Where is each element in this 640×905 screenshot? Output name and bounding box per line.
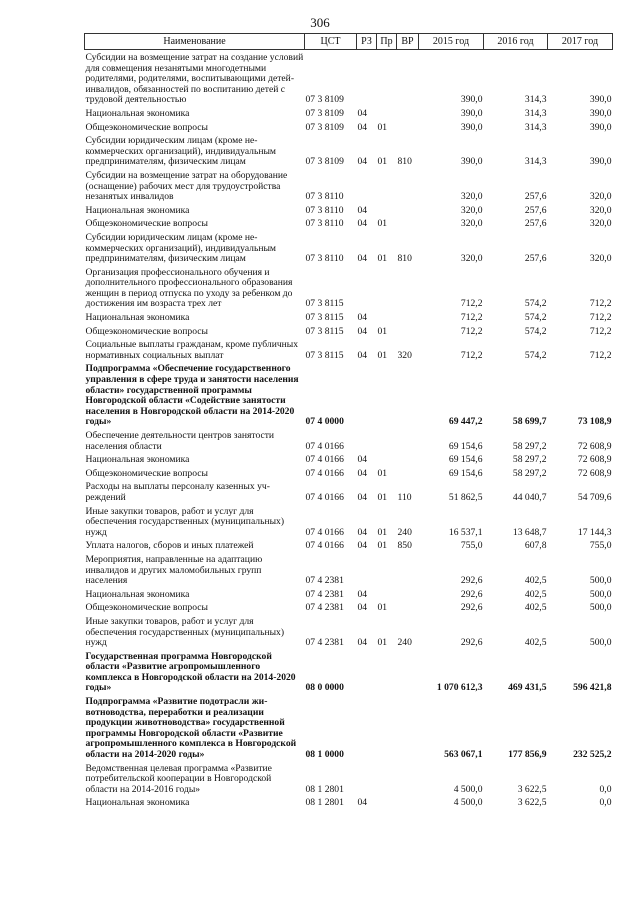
cell-rz — [357, 50, 377, 106]
cell-rz: 04 — [357, 526, 368, 538]
cell-pr — [377, 795, 397, 809]
cell-name: Общеэкономические вопросы — [85, 602, 208, 614]
cell-cst: 08 1 0000 — [305, 749, 344, 761]
table-row — [85, 133, 613, 168]
header-cst: ЦСТ — [305, 34, 357, 50]
table-row — [85, 216, 613, 230]
table-row — [85, 614, 613, 649]
cell-2017: 72 608,9 — [577, 467, 612, 479]
cell-cst: 07 4 0166 — [305, 454, 344, 466]
cell-name: Социальные выплаты гражданам, кроме публичных нормативных социальных выплат — [85, 339, 299, 361]
cell-2016: 574,2 — [524, 312, 547, 324]
cell-pr: 01 — [377, 637, 388, 649]
cell-2015: 320,0 — [460, 191, 483, 203]
cell-2016: 402,5 — [524, 602, 547, 614]
cell-name: Подпрограмма «Развитие подотрасли животноводства, переработки и реализации продукции животноводства» государственной программы Новгородской области «Развитие агропромышленного комплекса в Новгородской области на 2014-2020 годы» — [85, 696, 297, 761]
cell-name: Национальная экономика — [85, 454, 190, 466]
cell-cst: 08 1 2801 — [305, 783, 344, 795]
cell-2016: 574,2 — [524, 349, 547, 361]
cell-rz: 04 — [357, 325, 368, 337]
cell-2015: 69 154,6 — [448, 454, 483, 466]
cell-2017: 500,0 — [589, 575, 612, 587]
cell-vr: 320 — [397, 349, 412, 361]
cell-2017: 500,0 — [589, 602, 612, 614]
header-rz: РЗ — [357, 34, 377, 50]
cell-2016: 177 856,9 — [508, 749, 547, 761]
cell-pr: 01 — [377, 253, 388, 265]
cell-cst: 07 4 0166 — [305, 540, 344, 552]
cell-cst: 07 3 8109 — [305, 156, 344, 168]
cell-2017: 390,0 — [589, 94, 612, 106]
cell-name: Субсидии юридическим лицам (кроме некоммерческих организаций), индивидуальным предпринимателям, физическим лицам — [85, 231, 276, 265]
cell-pr — [377, 428, 397, 452]
cell-2016: 402,5 — [524, 575, 547, 587]
cell-rz — [357, 361, 377, 428]
header-2017: 2017 год — [548, 34, 613, 50]
budget-table — [84, 33, 613, 809]
cell-cst: 07 4 2381 — [305, 575, 344, 587]
cell-vr — [397, 466, 419, 480]
cell-name: Иные закупки товаров, работ и услуг для обеспечения государственных (муниципальных) нужд — [85, 505, 285, 538]
cell-2015: 390,0 — [460, 107, 483, 119]
cell-vr — [397, 649, 419, 694]
table-row — [85, 552, 613, 587]
table-row — [85, 324, 613, 338]
cell-name: Субсидии на возмещение затрат на создание условий для совмещения незанятыми многодетными родителями, родителями, воспитывающими детей-инвалидов, обязанностей по воспитанию детей с трудовой деятельностью — [85, 52, 304, 106]
cell-2017: 320,0 — [589, 191, 612, 203]
cell-2017: 712,2 — [589, 325, 612, 337]
cell-pr: 01 — [377, 467, 388, 479]
cell-2015: 390,0 — [460, 94, 483, 106]
cell-name: Национальная экономика — [85, 312, 190, 324]
cell-2015: 712,2 — [460, 298, 483, 310]
cell-2016: 257,6 — [524, 218, 547, 230]
table-row — [85, 120, 613, 134]
cell-vr — [397, 428, 419, 452]
cell-vr: 240 — [397, 637, 412, 649]
table-row — [85, 265, 613, 310]
cell-vr — [397, 600, 419, 614]
cell-2016: 607,8 — [524, 540, 547, 552]
cell-2016: 58 297,2 — [512, 454, 547, 466]
cell-rz — [357, 761, 377, 796]
cell-rz: 04 — [357, 454, 368, 466]
table-row — [85, 479, 613, 503]
cell-pr: 01 — [377, 540, 388, 552]
cell-pr — [377, 587, 397, 601]
cell-2016: 257,6 — [524, 204, 547, 216]
cell-2015: 320,0 — [460, 218, 483, 230]
cell-name: Национальная экономика — [85, 588, 190, 600]
cell-2017: 712,2 — [589, 298, 612, 310]
cell-cst: 08 1 2801 — [305, 797, 344, 809]
cell-rz: 04 — [357, 156, 368, 168]
table-row — [85, 795, 613, 809]
cell-pr — [377, 361, 397, 428]
cell-2015: 712,2 — [460, 325, 483, 337]
cell-name: Расходы на выплаты персоналу казенных учреждений — [85, 481, 270, 503]
cell-2015: 320,0 — [460, 204, 483, 216]
cell-2017: 54 709,6 — [577, 491, 612, 503]
cell-vr — [397, 216, 419, 230]
cell-2017: 320,0 — [589, 253, 612, 265]
cell-name: Подпрограмма «Обеспечение государственного управления в сфере труда и занятости населения области» государственной программы Новгородской области «Содействие занятости населения в Новгородской области на 2014-2020 годы» — [85, 363, 299, 428]
cell-cst: 07 4 0166 — [305, 467, 344, 479]
cell-vr — [397, 552, 419, 587]
cell-pr: 01 — [377, 491, 388, 503]
cell-rz: 04 — [357, 218, 368, 230]
table-row — [85, 600, 613, 614]
cell-pr — [377, 310, 397, 324]
cell-vr — [397, 587, 419, 601]
cell-rz — [357, 168, 377, 203]
header-vr: ВР — [397, 34, 419, 50]
cell-2016: 44 040,7 — [512, 491, 547, 503]
cell-name: Субсидии юридическим лицам (кроме некоммерческих организаций), индивидуальным предпринимателям, физическим лицам — [85, 135, 276, 168]
table-row — [85, 337, 613, 361]
cell-pr: 01 — [377, 349, 388, 361]
cell-rz: 04 — [357, 491, 368, 503]
table-row — [85, 230, 613, 265]
cell-vr — [397, 324, 419, 338]
table-row — [85, 203, 613, 217]
cell-cst: 07 3 8109 — [305, 121, 344, 133]
cell-cst: 07 4 2381 — [305, 588, 344, 600]
table-row — [85, 361, 613, 428]
cell-pr: 01 — [377, 325, 388, 337]
page-number: 306 — [310, 15, 330, 30]
cell-2015: 292,6 — [460, 602, 483, 614]
cell-2016: 13 648,7 — [512, 526, 547, 538]
cell-2017: 390,0 — [589, 121, 612, 133]
cell-cst: 07 4 0166 — [305, 491, 344, 503]
cell-name: Организация профессионального обучения и дополнительного профессионального образования женщин в период отпуска по уходу за ребенком до достижения им возраста трех лет — [85, 266, 293, 310]
cell-2017: 320,0 — [589, 204, 612, 216]
cell-vr — [397, 795, 419, 809]
cell-2017: 0,0 — [599, 797, 612, 809]
cell-rz: 04 — [357, 588, 368, 600]
cell-vr — [397, 106, 419, 120]
cell-2015: 292,6 — [460, 637, 483, 649]
cell-2015: 16 537,1 — [448, 526, 483, 538]
cell-2016: 257,6 — [524, 253, 547, 265]
cell-rz — [357, 694, 377, 761]
cell-name: Обеспечение деятельности центров занятости населения области — [85, 430, 275, 452]
cell-vr — [397, 694, 419, 761]
cell-pr — [377, 106, 397, 120]
cell-vr: 810 — [397, 156, 412, 168]
cell-2015: 4 500,0 — [453, 797, 483, 809]
cell-cst: 07 3 8110 — [305, 204, 344, 216]
cell-2016: 314,3 — [524, 107, 547, 119]
cell-2015: 755,0 — [460, 540, 483, 552]
cell-2017: 73 108,9 — [577, 416, 612, 428]
cell-cst: 07 3 8110 — [305, 191, 344, 203]
cell-rz: 04 — [357, 540, 368, 552]
cell-pr: 01 — [377, 602, 388, 614]
cell-name: Мероприятия, направленные на адаптацию инвалидов и других маломобильных групп населения — [85, 553, 263, 587]
cell-2015: 390,0 — [460, 121, 483, 133]
cell-vr — [397, 265, 419, 310]
cell-name: Ведомственная целевая программа «Развитие потребительской кооперации в Новгородской области на 2014-2016 годы» — [85, 762, 272, 795]
cell-2016: 402,5 — [524, 588, 547, 600]
cell-cst: 07 3 8115 — [305, 312, 344, 324]
cell-vr — [397, 361, 419, 428]
cell-2015: 69 154,6 — [448, 467, 483, 479]
table-row — [85, 694, 613, 761]
cell-2016: 574,2 — [524, 325, 547, 337]
cell-2015: 69 154,6 — [448, 440, 483, 452]
header-2016: 2016 год — [484, 34, 548, 50]
cell-name: Национальная экономика — [85, 107, 190, 119]
cell-rz: 04 — [357, 107, 368, 119]
cell-rz — [357, 428, 377, 452]
cell-pr: 01 — [377, 121, 388, 133]
cell-2016: 314,3 — [524, 121, 547, 133]
cell-2016: 469 431,5 — [508, 682, 547, 694]
table-row — [85, 504, 613, 539]
cell-vr — [397, 761, 419, 796]
cell-2017: 17 144,3 — [577, 526, 612, 538]
cell-pr — [377, 168, 397, 203]
cell-vr — [397, 50, 419, 106]
table-row — [85, 428, 613, 452]
cell-2015: 390,0 — [460, 156, 483, 168]
cell-2015: 292,6 — [460, 588, 483, 600]
table-row — [85, 587, 613, 601]
cell-name: Субсидии на возмещение затрат на оборудование (оснащение) рабочих мест для трудоустройства незанятых инвалидов — [85, 169, 288, 203]
cell-vr: 240 — [397, 526, 412, 538]
cell-cst: 07 4 2381 — [305, 602, 344, 614]
cell-2017: 596 421,8 — [573, 682, 612, 694]
cell-name: Общеэкономические вопросы — [85, 121, 208, 133]
cell-2017: 755,0 — [589, 540, 612, 552]
cell-2015: 563 067,1 — [444, 749, 483, 761]
cell-2017: 712,2 — [589, 349, 612, 361]
cell-vr: 110 — [397, 491, 412, 503]
cell-2015: 51 862,5 — [448, 491, 483, 503]
cell-2017: 72 608,9 — [577, 454, 612, 466]
cell-2017: 320,0 — [589, 218, 612, 230]
cell-pr: 01 — [377, 526, 388, 538]
cell-rz: 04 — [357, 253, 368, 265]
cell-cst: 07 4 0000 — [305, 416, 344, 428]
cell-cst: 07 3 8110 — [305, 218, 344, 230]
cell-cst: 07 3 8110 — [305, 253, 344, 265]
cell-pr — [377, 452, 397, 466]
table-row — [85, 538, 613, 552]
table-row — [85, 310, 613, 324]
cell-2015: 712,2 — [460, 349, 483, 361]
cell-vr — [397, 168, 419, 203]
cell-2017: 712,2 — [589, 312, 612, 324]
cell-2015: 69 447,2 — [448, 416, 483, 428]
cell-pr — [377, 694, 397, 761]
cell-pr — [377, 265, 397, 310]
cell-2015: 320,0 — [460, 253, 483, 265]
cell-2016: 58 699,7 — [512, 416, 547, 428]
table-row — [85, 168, 613, 203]
cell-2015: 4 500,0 — [453, 783, 483, 795]
header-name: Наименование — [85, 34, 305, 50]
cell-2017: 390,0 — [589, 107, 612, 119]
cell-pr: 01 — [377, 218, 388, 230]
cell-cst: 07 3 8115 — [305, 325, 344, 337]
cell-2017: 500,0 — [589, 588, 612, 600]
cell-2017: 72 608,9 — [577, 440, 612, 452]
cell-pr — [377, 552, 397, 587]
cell-rz: 04 — [357, 602, 368, 614]
cell-cst: 07 3 8115 — [305, 298, 344, 310]
cell-cst: 08 0 0000 — [305, 682, 344, 694]
cell-2016: 58 297,2 — [512, 467, 547, 479]
cell-rz: 04 — [357, 637, 368, 649]
cell-vr: 810 — [397, 253, 412, 265]
cell-vr — [397, 120, 419, 134]
cell-2017: 0,0 — [599, 783, 612, 795]
cell-pr — [377, 203, 397, 217]
table-row — [85, 466, 613, 480]
table-row — [85, 649, 613, 694]
cell-2016: 257,6 — [524, 191, 547, 203]
cell-name: Национальная экономика — [85, 204, 190, 216]
table-row — [85, 761, 613, 796]
cell-cst: 07 4 2381 — [305, 637, 344, 649]
cell-pr: 01 — [377, 156, 388, 168]
cell-cst: 07 3 8109 — [305, 94, 344, 106]
cell-rz: 04 — [357, 121, 368, 133]
cell-cst: 07 4 0166 — [305, 526, 344, 538]
cell-cst: 07 4 0166 — [305, 440, 344, 452]
table-row — [85, 106, 613, 120]
cell-vr — [397, 203, 419, 217]
table-body — [85, 50, 613, 810]
cell-name: Национальная экономика — [85, 797, 190, 809]
header-pr: Пр — [377, 34, 397, 50]
cell-2017: 390,0 — [589, 156, 612, 168]
table-row — [85, 50, 613, 106]
table-row — [85, 452, 613, 466]
cell-2016: 314,3 — [524, 156, 547, 168]
cell-name: Государственная программа Новгородской области «Развитие агропромышленного комплекса в Новгородской области на 2014-2020 годы» — [85, 650, 296, 694]
cell-2016: 402,5 — [524, 637, 547, 649]
cell-rz: 04 — [357, 204, 368, 216]
cell-cst: 07 3 8109 — [305, 107, 344, 119]
cell-rz: 04 — [357, 797, 368, 809]
cell-2015: 712,2 — [460, 312, 483, 324]
cell-2017: 232 525,2 — [573, 749, 612, 761]
cell-2016: 3 622,5 — [517, 783, 547, 795]
cell-rz — [357, 265, 377, 310]
cell-pr — [377, 761, 397, 796]
cell-cst: 07 3 8115 — [305, 349, 344, 361]
cell-rz: 04 — [357, 349, 368, 361]
cell-2016: 58 297,2 — [512, 440, 547, 452]
cell-2015: 1 070 612,3 — [436, 682, 483, 694]
cell-rz: 04 — [357, 312, 368, 324]
cell-name: Общеэкономические вопросы — [85, 218, 208, 230]
cell-2016: 3 622,5 — [517, 797, 547, 809]
header-2015: 2015 год — [419, 34, 484, 50]
cell-name: Общеэкономические вопросы — [85, 325, 208, 337]
cell-2015: 292,6 — [460, 575, 483, 587]
cell-pr — [377, 649, 397, 694]
cell-vr — [397, 452, 419, 466]
cell-vr — [397, 310, 419, 324]
cell-name: Иные закупки товаров, работ и услуг для обеспечения государственных (муниципальных) нужд — [85, 615, 285, 649]
cell-rz — [357, 552, 377, 587]
cell-2016: 314,3 — [524, 94, 547, 106]
cell-rz: 04 — [357, 467, 368, 479]
cell-rz — [357, 649, 377, 694]
cell-name: Уплата налогов, сборов и иных платежей — [85, 540, 254, 552]
cell-pr — [377, 50, 397, 106]
cell-name: Общеэкономические вопросы — [85, 467, 208, 479]
table-header — [85, 34, 613, 50]
cell-vr: 850 — [397, 540, 412, 552]
cell-2017: 500,0 — [589, 637, 612, 649]
cell-2016: 574,2 — [524, 298, 547, 310]
